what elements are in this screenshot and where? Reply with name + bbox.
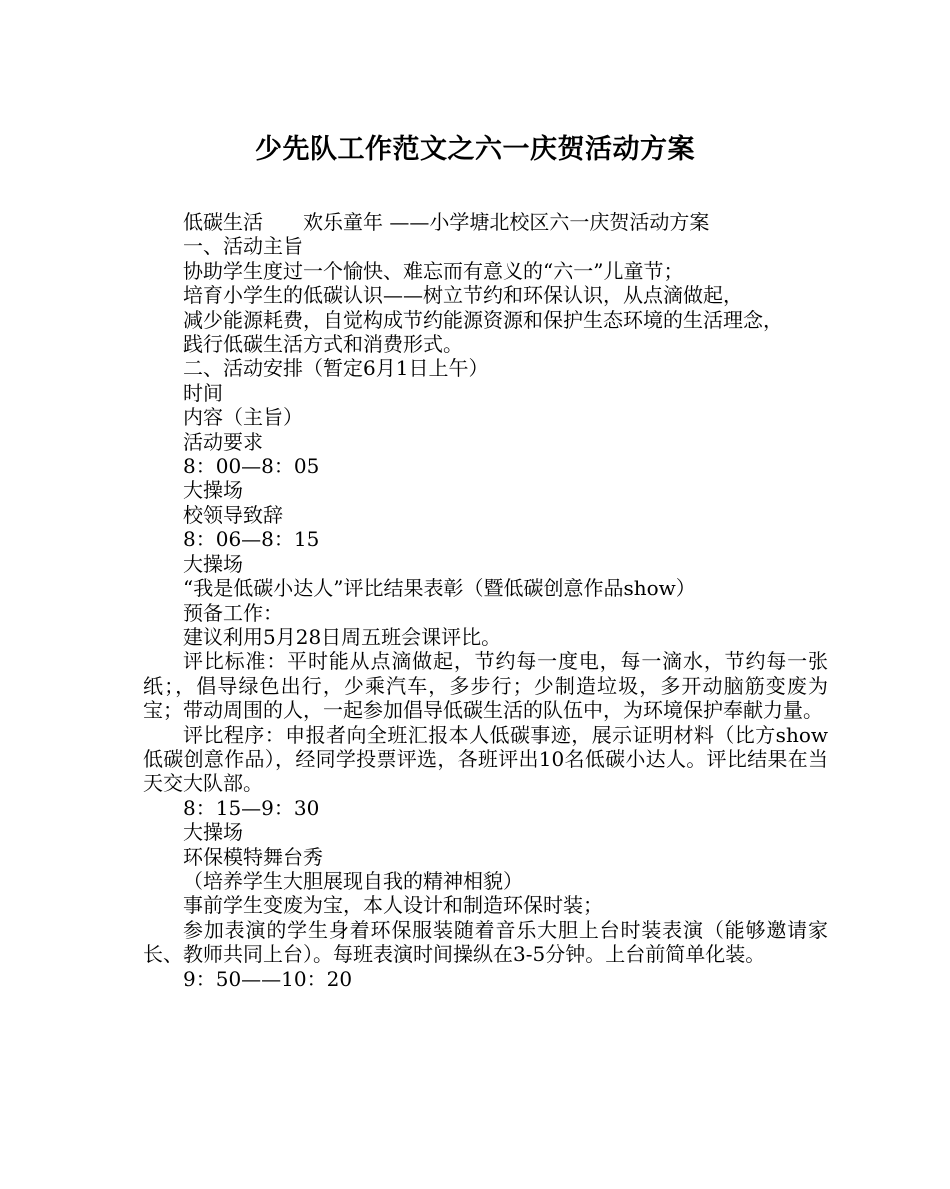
schedule-content-2: “我是低碳小达人”评比结果表彰（暨低碳创意作品show） bbox=[183, 576, 696, 601]
paragraph-preparation: 预备工作： bbox=[183, 600, 283, 625]
paragraph-performance: 参加表演的学生身着环保服装随着音乐大胆上台时装表演（能够邀请家长、教师共同上台）。每班表演时间操纵在3-5分钟。上台前简单化装。 bbox=[143, 917, 828, 967]
paragraph-purpose-3: 减少能源耗费，自觉构成节约能源资源和保护生态环境的生活理念， bbox=[183, 307, 783, 332]
schedule-time-2: 8：06—8：15 bbox=[183, 527, 320, 552]
paragraph-suggestion: 建议利用5月28日周五班会课评比。 bbox=[183, 624, 502, 649]
schedule-content-1: 校领导致辞 bbox=[183, 502, 283, 527]
schedule-header-requirements: 活动要求 bbox=[183, 429, 263, 454]
paragraph-purpose-2: 培育小学生的低碳认识——树立节约和环保认识，从点滴做起， bbox=[183, 283, 743, 308]
paragraph-procedure: 评比程序：申报者向全班汇报本人低碳事迹，展示证明材料（比方show低碳创意作品），经同学投票评选，各班评出10名低碳小达人。评比结果在当天交大队部。 bbox=[143, 722, 828, 796]
schedule-header-content: 内容（主旨） bbox=[183, 405, 303, 430]
schedule-place-1: 大操场 bbox=[183, 478, 243, 503]
paragraph-spirit: （培养学生大胆展现自我的精神相貌） bbox=[183, 868, 523, 893]
schedule-place-2: 大操场 bbox=[183, 551, 243, 576]
paragraph-purpose-1: 协助学生度过一个愉快、难忘而有意义的“六一”儿童节； bbox=[183, 258, 684, 283]
paragraph-design: 事前学生变废为宝，本人设计和制造环保时装； bbox=[183, 893, 603, 918]
schedule-time-3: 8：15—9：30 bbox=[183, 795, 320, 820]
schedule-place-3: 大操场 bbox=[183, 820, 243, 845]
paragraph-purpose-4: 践行低碳生活方式和消费形式。 bbox=[183, 332, 463, 357]
schedule-time-4: 9：50——10：20 bbox=[183, 966, 353, 991]
paragraph-theme-line: 低碳生活 欢乐童年 ——小学塘北校区六一庆贺活动方案 bbox=[183, 210, 710, 234]
schedule-time-1: 8：00—8：05 bbox=[183, 454, 320, 479]
schedule-header-time: 时间 bbox=[183, 380, 223, 405]
document-body bbox=[143, 210, 828, 991]
document-title: 少先队工作范文之六一庆贺活动方案 bbox=[255, 134, 695, 165]
schedule-content-3: 环保模特舞台秀 bbox=[183, 844, 323, 869]
paragraph-criteria: 评比标准：平时能从点滴做起，节约每一度电，每一滴水，节约每一张纸；，倡导绿色出行，少乘汽车，多步行；少制造垃圾，多开动脑筋变废为宝；带动周围的人，一起参加倡导低碳生活的队伍中，为环境保护奉献力量。 bbox=[143, 649, 828, 723]
section-heading-purpose: 一、活动主旨 bbox=[183, 234, 303, 259]
section-heading-schedule: 二、活动安排（暂定6月1日上午） bbox=[183, 356, 489, 381]
